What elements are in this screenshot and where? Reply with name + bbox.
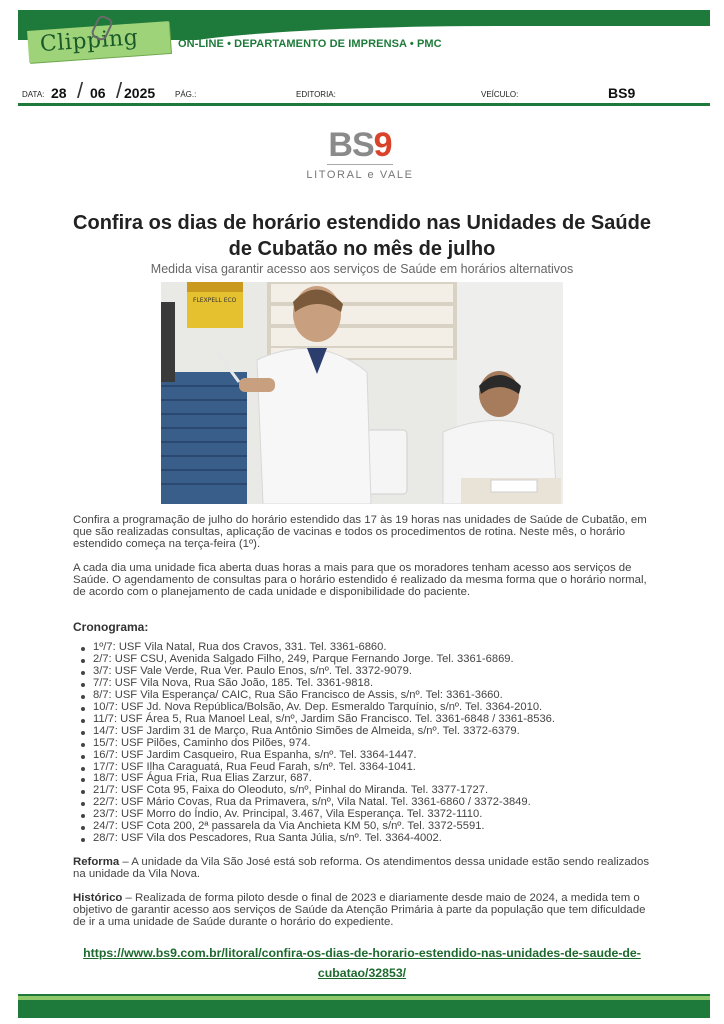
reform-paragraph: Reforma – A unidade da Vila São José está sob reforma. Os atendimentos dessa unidade estão sendo realizados na unidade da Vila Nova. bbox=[73, 856, 650, 880]
schedule-list bbox=[73, 642, 673, 845]
schedule-item: 28/7: USF Vila dos Pescadores, Rua Santa Júlia, s/nº. Tel. 3364-4002. bbox=[73, 833, 673, 845]
meta-row bbox=[20, 78, 710, 104]
article-photo bbox=[161, 282, 563, 504]
article-subtitle: Medida visa garantir acesso aos serviços de Saúde em horários alternativos bbox=[150, 262, 574, 276]
logo-divider bbox=[327, 164, 393, 165]
clipping-brand: Clipping bbox=[39, 25, 140, 58]
schedule-item: 17/7: USF Ilha Caraguatá, Rua Feud Farah, s/nº. Tel. 3364-1041. bbox=[73, 762, 673, 774]
date-month: 06 bbox=[90, 85, 106, 101]
schedule-item: 22/7: USF Mário Covas, Rua da Primavera, s/nº, Vila Natal. Tel. 3361-6860 / 3372-3849. bbox=[73, 797, 673, 809]
date-year: 2025 bbox=[124, 85, 156, 101]
schedule-item: 2/7: USF CSU, Avenida Salgado Filho, 249, Parque Fernando Jorge. Tel. 3361-6869. bbox=[73, 654, 673, 666]
schedule-item: 16/7: USF Jardim Casqueiro, Rua Espanha, s/nº. Tel. 3364-1447. bbox=[73, 750, 673, 762]
article-title: Confira os dias de horário estendido nas Unidades de Saúde de Cubatão no mês de julho bbox=[73, 212, 651, 260]
schedule-item: 18/7: USF Água Fria, Rua Elias Zarzur, 687. bbox=[73, 773, 673, 785]
photo-bin-label: FLEXPELL ECO bbox=[193, 297, 237, 304]
schedule-item: 23/7: USF Morro do Índio, Av. Principal, 3.467, Vila Esperança. Tel. 3372-1110. bbox=[73, 809, 673, 821]
schedule-item: 21/7: USF Cota 95, Faixa do Oleoduto, s/nº, Pinhal do Miranda. Tel. 3377-1727. bbox=[73, 785, 673, 797]
schedule-item: 10/7: USF Jd. Nova República/Bolsão, Av. Dep. Esmeraldo Tarquínio, s/nº. Tel. 3364-2010. bbox=[73, 702, 673, 714]
schedule-heading: Cronograma: bbox=[73, 620, 149, 634]
footer-stripe bbox=[18, 996, 710, 1000]
schedule-item: 3/7: USF Vale Verde, Rua Ver. Paulo Enos, s/nº. Tel. 3372-9079. bbox=[73, 666, 673, 678]
paragraph-1: Confira a programação de julho do horário estendido das 17 às 19 horas nas unidades de Saúde de Cubatão, em que são realizadas consultas, aplicação de vacinas e todos os procedimentos de rotina. Neste mês, o horário estendido começa na terça-feira (1º). bbox=[73, 514, 647, 550]
vehicle-value: BS9 bbox=[608, 85, 636, 101]
date-slash: / bbox=[77, 78, 84, 103]
schedule-item: 15/7: USF Pilões, Caminho dos Pilões, 974. bbox=[73, 738, 673, 750]
history-paragraph: Histórico – Realizada de forma piloto desde o final de 2023 e diariamente desde maio de 2024, a medida tem o objetivo de garantir acesso aos serviços de Saúde da Atenção Primária à parte da população que tem dificuldade de ir a uma unidade de Saúde durante o horário do expediente. bbox=[73, 892, 646, 928]
source-link[interactable]: https://www.bs9.com.br/litoral/confira-os-dias-de-horario-estendido-nas-unidades-de-saude-de- cubatao/32853/ bbox=[83, 946, 641, 980]
schedule-item: 1º/7: USF Vila Natal, Rua dos Cravos, 331. Tel. 3361-6860. bbox=[73, 642, 673, 654]
date-label: DATA: bbox=[22, 90, 45, 99]
page-label: PÁG.: bbox=[175, 90, 197, 99]
date-slash: / bbox=[116, 78, 123, 103]
bs9-logo bbox=[290, 128, 430, 181]
schedule-item: 8/7: USF Vila Esperança/ CAIC, Rua São Francisco de Assis, s/nº. Tel: 3361-3660. bbox=[73, 690, 673, 702]
logo-wordmark: BS9 bbox=[328, 126, 392, 164]
meta-divider bbox=[18, 103, 710, 106]
section-label: EDITORIA: bbox=[296, 90, 336, 99]
paragraph-2: A cada dia uma unidade fica aberta duas horas a mais para que os moradores tenham acesso aos serviços de Saúde. O agendamento de consultas para o horário estendido é realizado da mesma forma que o horário normal, de acordo com o planejamento de cada unidade e disponibilidade do paciente. bbox=[73, 562, 647, 598]
schedule-item: 24/7: USF Cota 200, 2ª passarela da Via Anchieta KM 50, s/nº. Tel. 3372-5591. bbox=[73, 821, 673, 833]
date-day: 28 bbox=[51, 85, 67, 101]
logo-subtitle: LITORAL e VALE bbox=[306, 169, 414, 181]
schedule-item: 14/7: USF Jardim 31 de Março, Rua Antônio Simões de Almeida, s/nº. Tel. 3372-6379. bbox=[73, 726, 673, 738]
vaccination-photo bbox=[161, 282, 563, 504]
header-subtitle: ON-LINE • DEPARTAMENTO DE IMPRENSA • PMC bbox=[178, 38, 442, 50]
schedule-item: 11/7: USF Área 5, Rua Manoel Leal, s/nº, Jardim São Francisco. Tel. 3361-6848 / 3361-8536. bbox=[73, 714, 673, 726]
vehicle-label: VEÍCULO: bbox=[481, 90, 519, 99]
schedule-item: 7/7: USF Vila Nova, Rua São João, 185. Tel. 3361-9818. bbox=[73, 678, 673, 690]
